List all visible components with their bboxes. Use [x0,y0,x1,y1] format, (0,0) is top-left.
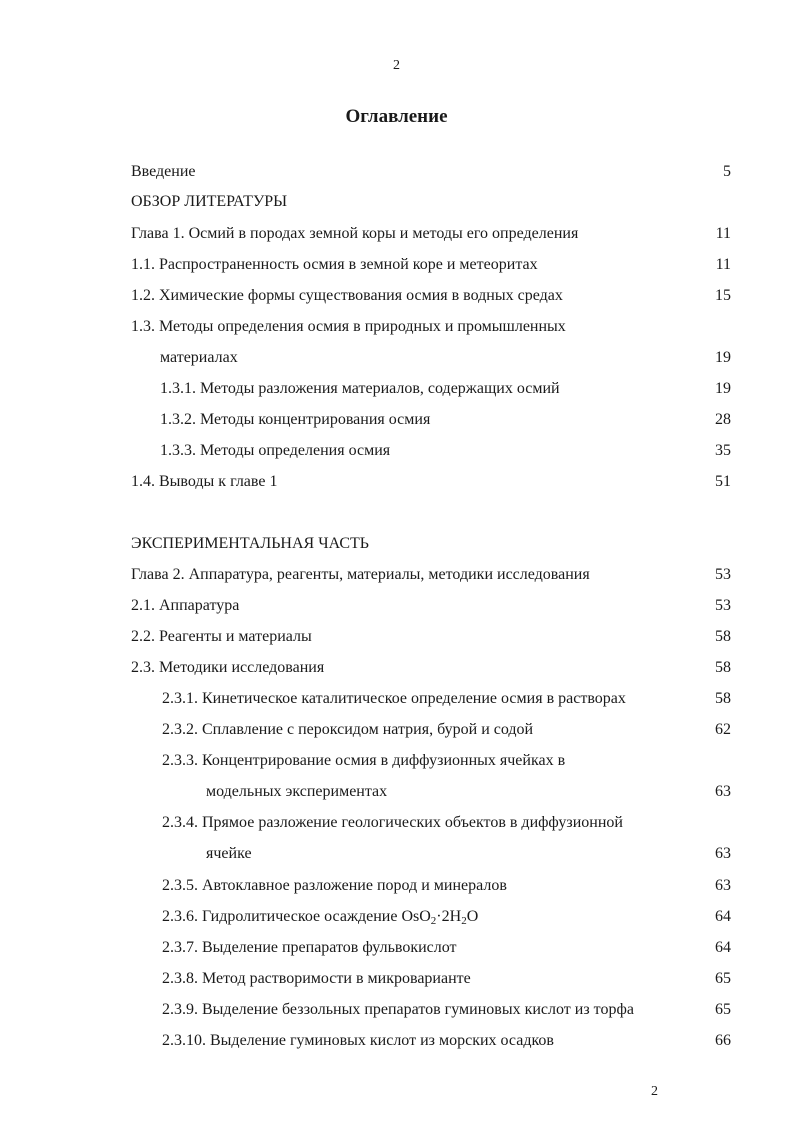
page-number-top: 2 [393,58,400,73]
toc-entry-text: 1.3. Методы определения осмия в природных и промышленных [131,318,566,335]
toc-entry-text: Введение [131,163,196,180]
toc-entry [0,1029,793,1053]
subscript: 2 [461,915,467,927]
toc-entry [0,811,793,835]
toc-entry-text: Глава 2. Аппаратура, реагенты, материалы, методики исследования [131,566,590,583]
toc-entry-text: материалах [160,349,238,366]
toc-entry-page: 58 [715,690,731,707]
toc-entry [0,439,793,463]
toc-entry-page: 53 [715,597,731,614]
toc-entry-text-prefix: 2.3.6. Гидролитическое осаждение OsO [162,908,431,925]
toc-entry [0,377,793,401]
toc-entry-text: 1.3.1. Методы разложения материалов, содержащих осмий [160,380,560,397]
toc-entry-text: ЭКСПЕРИМЕНТАЛЬНАЯ ЧАСТЬ [131,535,369,552]
toc-entry-text: 2.2. Реагенты и материалы [131,628,312,645]
toc-entry-page: 19 [715,349,731,366]
toc-entry-page: 62 [715,721,731,738]
toc-entry-continuation [0,346,793,370]
toc-entry-text: 1.3.2. Методы концентрирования осмия [160,411,431,428]
toc-entry-text: 2.3.1. Кинетическое каталитическое определение осмия в растворах [162,690,626,707]
toc-entry-page: 58 [715,659,731,676]
toc-entry-page: 63 [715,783,731,800]
toc-entry-page: 53 [715,566,731,583]
toc-entry-page: 66 [715,1032,731,1049]
toc-entry-text: 2.3.3. Концентрирование осмия в диффузионных ячейках в [162,752,566,769]
toc-entry-page: 64 [715,939,731,956]
toc-entry-page: 5 [723,163,731,180]
toc-entry [0,749,793,773]
toc-entry-text: 2.3.4. Прямое разложение геологических объектов в диффузионной [162,814,623,831]
toc-entry-continuation [0,780,793,804]
toc-entry-page: 11 [715,256,731,273]
toc-entry [0,625,793,649]
toc-entry [0,253,793,277]
toc-entry [0,222,793,246]
toc-entry-text: 2.3.9. Выделение беззольных препаратов гуминовых кислот из торфа [162,1001,634,1018]
toc-entry-text: 1.2. Химические формы существования осмия в водных средах [131,287,563,304]
page-title: Оглавление [345,106,448,127]
toc-entry-page: 11 [715,225,731,242]
toc-entry [0,160,793,184]
toc-entry [0,408,793,432]
subscript: 2 [430,915,437,927]
toc-entry-page: 19 [715,380,731,397]
page-number-bottom: 2 [651,1084,658,1099]
toc-entry [0,936,793,960]
toc-entry-text: 2.3.2. Сплавление с пероксидом натрия, бурой и содой [162,721,534,738]
toc-entry [0,687,793,711]
toc-entry-text: модельных экспериментах [206,783,388,800]
toc-entry-text-mid: ·2H [436,908,462,925]
toc-entry-text: 1.4. Выводы к главе 1 [131,473,278,490]
toc-entry [0,470,793,494]
toc-entry-page: 28 [715,411,731,428]
toc-entry [0,284,793,308]
toc-entry-page: 58 [715,628,731,645]
toc-section-heading [0,190,793,214]
toc-entry-text: Глава 1. Осмий в породах земной коры и методы его определения [131,225,579,242]
toc-entry-text: 1.3.3. Методы определения осмия [160,442,391,459]
toc-section-heading [0,532,793,556]
toc-entry [0,656,793,680]
toc-entry-page: 63 [715,877,731,894]
toc-entry-text: 1.1. Распространенность осмия в земной коре и метеоритах [131,256,538,273]
toc-entry-page: 51 [715,473,731,490]
toc-entry [0,718,793,742]
toc-entry [0,905,793,929]
toc-entry [0,874,793,898]
toc-entry-text: 2.3.7. Выделение препаратов фульвокислот [162,939,457,956]
toc-entry-text: 2.3.10. Выделение гуминовых кислот из морских осадков [162,1032,554,1049]
toc-entry-text: 2.3.5. Автоклавное разложение пород и минералов [162,877,507,894]
toc-entry-page: 15 [715,287,731,304]
toc-entry-page: 63 [715,845,731,862]
toc-entry-text [162,905,478,929]
toc-entry-continuation [0,842,793,866]
toc-entry [0,594,793,618]
toc-entry-text: ячейке [206,845,252,862]
toc-entry [0,315,793,339]
toc-entry-text: ОБЗОР ЛИТЕРАТУРЫ [131,193,288,210]
toc-entry-page: 65 [715,970,731,987]
toc-entry-text: 2.1. Аппаратура [131,597,240,614]
toc-entry [0,563,793,587]
toc-entry-text-suffix: O [466,908,479,925]
toc-entry [0,998,793,1022]
toc-entry-page: 64 [715,908,731,925]
toc-entry-text: 2.3.8. Метод растворимости в микроварианте [162,970,471,987]
toc-entry-page: 65 [715,1001,731,1018]
toc-entry-text: 2.3. Методики исследования [131,659,325,676]
toc-entry-page: 35 [715,442,731,459]
toc-entry [0,967,793,991]
